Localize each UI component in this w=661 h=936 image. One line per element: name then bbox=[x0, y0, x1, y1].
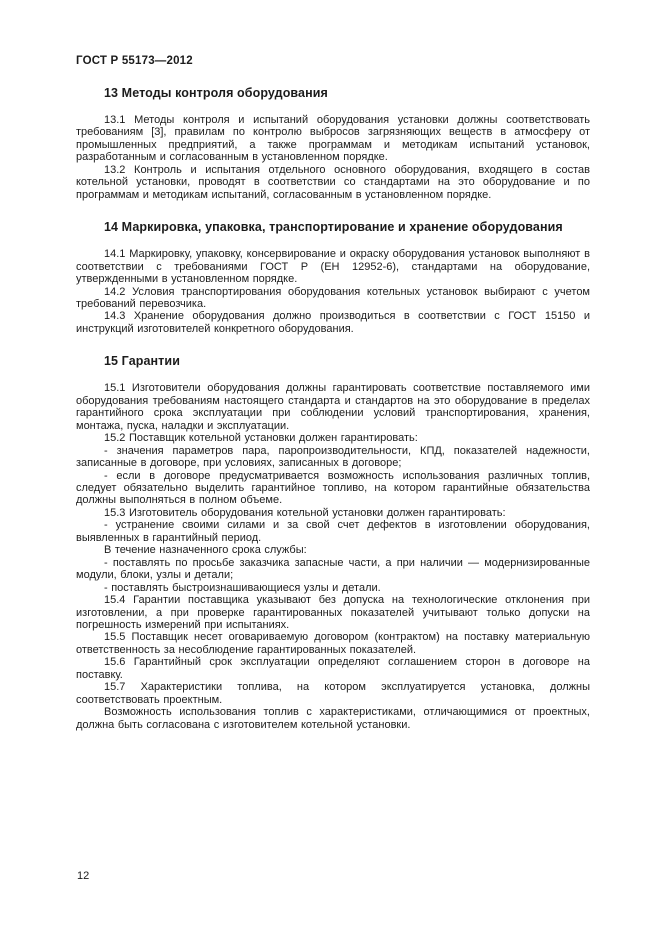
paragraph: - поставлять быстроизнашивающиеся узлы и детали. bbox=[104, 581, 381, 594]
paragraph: - устранение своими силами и за свой счет дефектов в изготовлении оборудования, выявленных в гарантийный период. bbox=[76, 519, 590, 544]
paragraph: 13.1 Методы контроля и испытаний оборудования установки должны соответствовать требованиям [3], правилам по контролю выбросов загрязняющих веществ в атмосферу от промышленных предприятий, а также программам и методикам испытаний установок, разработанным и согласованным в установленном порядке. bbox=[76, 114, 590, 164]
paragraph: 15.6 Гарантийный срок эксплуатации определяют соглашением сторон в договоре на поставку. bbox=[76, 656, 590, 681]
section-title: 14 Маркировка, упаковка, транспортирование и хранение оборудования bbox=[104, 220, 563, 235]
paragraph: 15.7 Характеристики топлива, на котором эксплуатируется установка, должны соответствовать проектным. bbox=[76, 681, 590, 706]
paragraph: 13.2 Контроль и испытания отдельного основного оборудования, входящего в состав котельной установки, проводят в соответствии со стандартами на это оборудование и по программам и методикам испытаний, согласованным в установленном порядке. bbox=[76, 163, 590, 201]
paragraph: 15.4 Гарантии поставщика указывают без допуска на технологические отклонения при изготовлении, а при проверке гарантированных показателей учитывают только допуски на погрешность измерений при испытаниях. bbox=[76, 594, 590, 631]
paragraph: В течение назначенного срока службы: bbox=[104, 544, 307, 557]
paragraph: 15.5 Поставщик несет оговариваемую договором (контрактом) на поставку материальную ответственность за несоблюдение гарантированных показателей. bbox=[76, 631, 590, 656]
paragraph: - значения параметров пара, паропроизводительности, КПД, показателей надежности, записанные в договоре, при условиях, записанных в договоре; bbox=[76, 444, 590, 470]
paragraph: - если в договоре предусматривается возможность использования различных топлив, следует обязательно выделить гарантийное топливо, на котором гарантийные обязательства должны выполняться в полном объеме. bbox=[76, 469, 590, 507]
paragraph: 14.1 Маркировку, упаковку, консервирование и окраску оборудования установок выполняют в соответствии с требованиями ГОСТ Р (ЕН 12952-6), стандартами на оборудование, утвержденными в установленном порядке. bbox=[76, 248, 590, 286]
paragraph: 14.3 Хранение оборудования должно производиться в соответствии с ГОСТ 15150 и инструкций изготовителей конкретного оборудования. bbox=[76, 310, 590, 335]
paragraph: - поставлять по просьбе заказчика запасные части, а при наличии — модернизированные модули, блоки, узлы и детали; bbox=[76, 556, 590, 582]
document-header: ГОСТ Р 55173—2012 bbox=[76, 55, 193, 67]
section-title: 15 Гарантии bbox=[104, 354, 180, 369]
paragraph: Возможность использования топлив с характеристиками, отличающимися от проектных, должна быть согласована с изготовителем котельной установки. bbox=[76, 706, 590, 731]
document-sections bbox=[76, 86, 590, 731]
paragraph: 15.2 Поставщик котельной установки должен гарантировать: bbox=[104, 432, 418, 445]
page-number: 12 bbox=[77, 870, 90, 882]
paragraph: 14.2 Условия транспортирования оборудования котельных установок выбирают с учетом требований перевозчика. bbox=[76, 285, 590, 310]
paragraph: 15.1 Изготовители оборудования должны гарантировать соответствие поставляемого ими оборудования требованиям настоящего стандарта и стандартов на это оборудование в пределах гарантийного срока эксплуатации при соблюдении условий транспортирования, хранения, монтажа, пуска, наладки и эксплуатации. bbox=[76, 382, 590, 432]
section-title: 13 Методы контроля оборудования bbox=[104, 86, 328, 100]
paragraph: 15.3 Изготовитель оборудования котельной установки должен гарантировать: bbox=[104, 506, 506, 519]
